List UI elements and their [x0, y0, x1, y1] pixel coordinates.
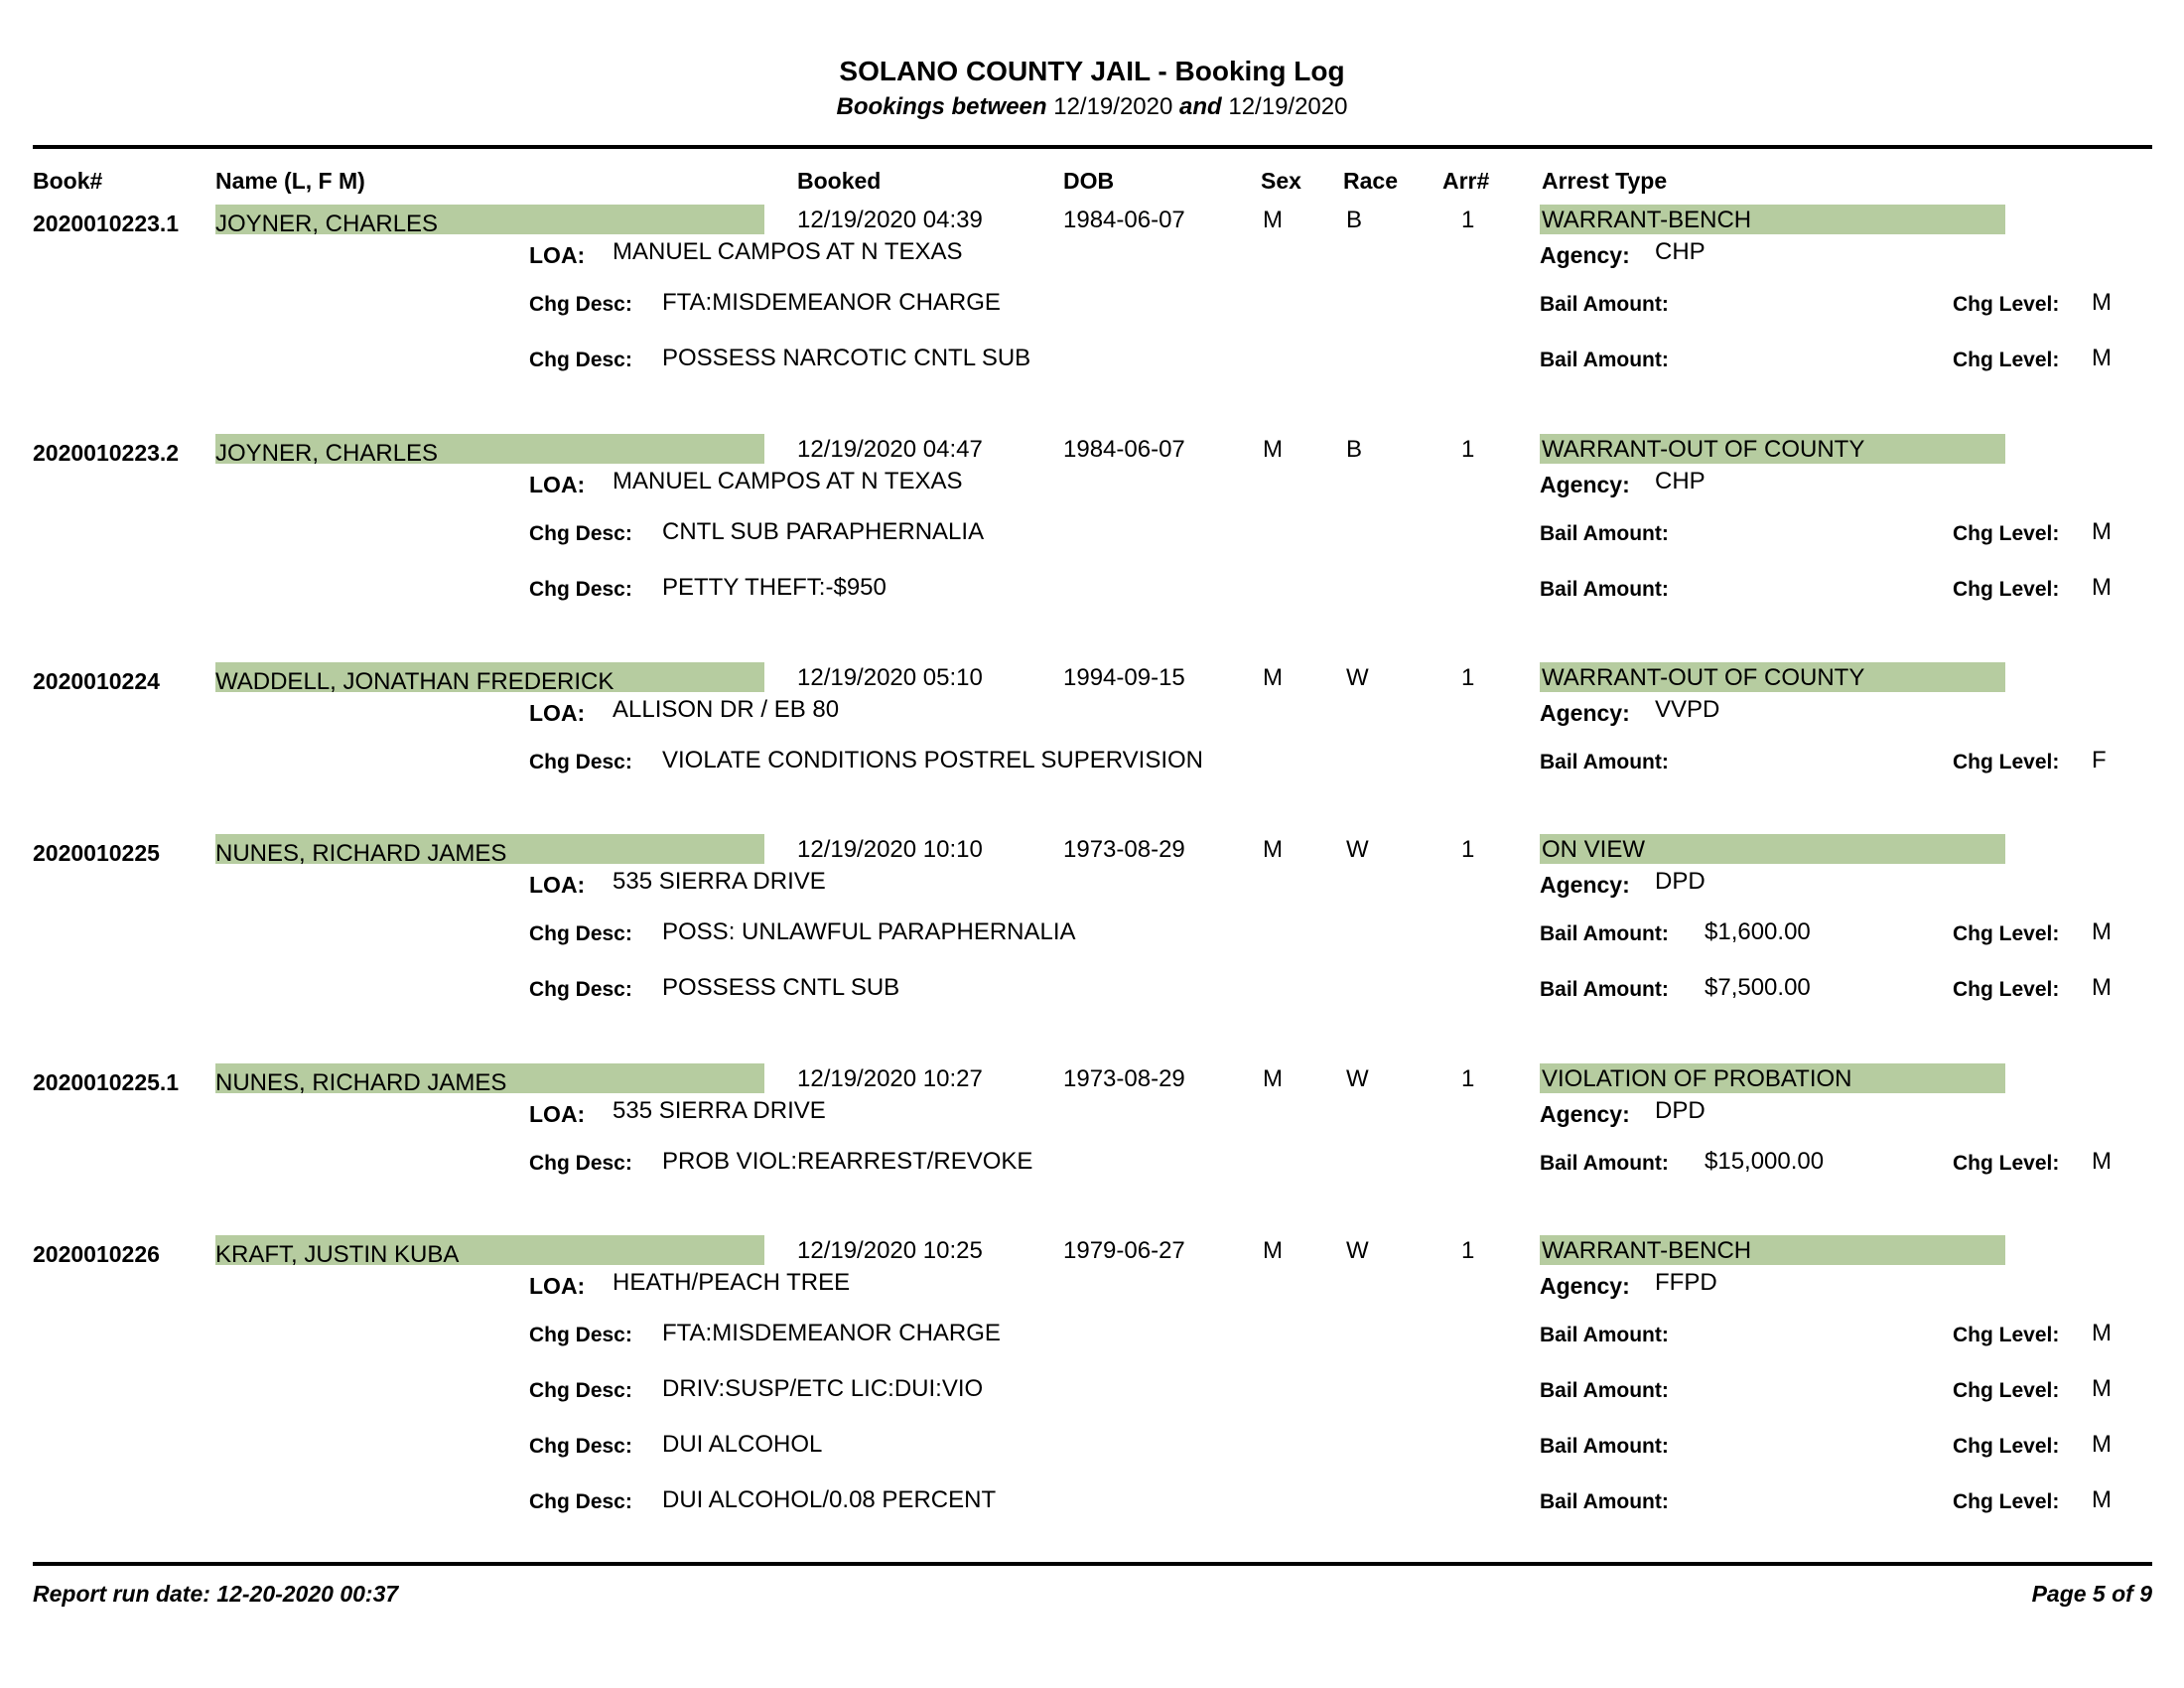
bail-amount-label: Bail Amount:	[1540, 922, 1669, 945]
charge-level-label: Chg Level:	[1953, 1490, 2060, 1513]
charge-level: M	[2092, 1486, 2112, 1513]
bail-amount: $15,000.00	[1705, 1148, 1825, 1175]
race: B	[1346, 436, 1363, 463]
charge-row	[0, 1148, 2184, 1188]
charge-row	[0, 747, 2184, 786]
charge-desc-label: Chg Desc:	[529, 978, 632, 1001]
sex: M	[1263, 436, 1283, 463]
charge-level: M	[2092, 1320, 2112, 1346]
book-number: 2020010223.2	[33, 440, 180, 466]
date-to: 12/19/2020	[1228, 93, 1348, 120]
charge-desc-label: Chg Desc:	[529, 293, 632, 316]
charge-level-label: Chg Level:	[1953, 1324, 2060, 1346]
date-of-birth: 1973-08-29	[1063, 1065, 1185, 1092]
charge-row	[0, 1375, 2184, 1415]
booked-datetime: 12/19/2020 10:27	[797, 1065, 983, 1092]
arrest-number: 1	[1461, 436, 1475, 463]
bail-amount-label: Bail Amount:	[1540, 293, 1669, 316]
charge-row	[0, 1320, 2184, 1359]
charge-level: M	[2092, 1431, 2112, 1458]
charge-level: M	[2092, 1148, 2112, 1175]
charge-level-label: Chg Level:	[1953, 522, 2060, 545]
col-header-book: Book#	[33, 168, 103, 194]
loa-label: LOA:	[529, 1101, 586, 1127]
arrest-type: VIOLATION OF PROBATION	[1542, 1065, 1852, 1092]
date-of-birth: 1984-06-07	[1063, 436, 1185, 463]
col-header-dob: DOB	[1063, 168, 1115, 194]
date-of-birth: 1973-08-29	[1063, 836, 1185, 863]
charge-description: DRIV:SUSP/ETC LIC:DUI:VIO	[662, 1375, 984, 1402]
charge-level: M	[2092, 345, 2112, 371]
charge-row	[0, 974, 2184, 1014]
charge-description: CNTL SUB PARAPHERNALIA	[662, 518, 985, 545]
inmate-name: JOYNER, CHARLES	[215, 211, 439, 237]
subtitle-prefix: Bookings between	[836, 93, 1047, 120]
subtitle-and: and	[1179, 93, 1222, 120]
bail-amount-label: Bail Amount:	[1540, 349, 1669, 371]
bail-amount-label: Bail Amount:	[1540, 1324, 1669, 1346]
book-number: 2020010226	[33, 1241, 160, 1267]
charge-description: FTA:MISDEMEANOR CHARGE	[662, 1320, 1001, 1346]
loa-location: MANUEL CAMPOS AT N TEXAS	[613, 238, 963, 265]
booking-record	[0, 834, 2184, 1033]
bail-amount: $1,600.00	[1705, 918, 1811, 945]
loa-label: LOA:	[529, 872, 586, 898]
loa-label: LOA:	[529, 472, 586, 497]
sex: M	[1263, 664, 1283, 691]
loa-location: 535 SIERRA DRIVE	[613, 1097, 826, 1124]
date-of-birth: 1979-06-27	[1063, 1237, 1185, 1264]
book-number: 2020010223.1	[33, 211, 180, 236]
charge-level-label: Chg Level:	[1953, 1152, 2060, 1175]
charge-desc-label: Chg Desc:	[529, 1435, 632, 1458]
header-rule	[33, 145, 2152, 149]
arrest-type: WARRANT-BENCH	[1542, 207, 1752, 233]
charge-description: POSSESS NARCOTIC CNTL SUB	[662, 345, 1031, 371]
arrest-type: WARRANT-OUT OF COUNTY	[1542, 436, 1865, 463]
loa-location: 535 SIERRA DRIVE	[613, 868, 826, 895]
book-number: 2020010225.1	[33, 1069, 180, 1095]
agency-label: Agency:	[1540, 1273, 1630, 1299]
date-from: 12/19/2020	[1053, 93, 1173, 120]
charge-level: M	[2092, 918, 2112, 945]
bail-amount-label: Bail Amount:	[1540, 1379, 1669, 1402]
booking-record	[0, 1063, 2184, 1262]
charge-level: M	[2092, 574, 2112, 601]
charge-description: DUI ALCOHOL	[662, 1431, 823, 1458]
race: W	[1346, 664, 1369, 691]
col-header-name: Name (L, F M)	[215, 168, 365, 194]
charge-row	[0, 1486, 2184, 1526]
charge-desc-label: Chg Desc:	[529, 349, 632, 371]
charge-row	[0, 345, 2184, 384]
charge-desc-label: Chg Desc:	[529, 922, 632, 945]
agency-name: CHP	[1655, 238, 1706, 265]
inmate-name: KRAFT, JUSTIN KUBA	[215, 1241, 460, 1268]
booking-record	[0, 1235, 2184, 1513]
bail-amount-label: Bail Amount:	[1540, 1152, 1669, 1175]
charge-row	[0, 1431, 2184, 1471]
agency-label: Agency:	[1540, 242, 1630, 268]
arrest-number: 1	[1461, 207, 1475, 233]
bail-amount: $7,500.00	[1705, 974, 1811, 1001]
charge-desc-label: Chg Desc:	[529, 522, 632, 545]
race: W	[1346, 1065, 1369, 1092]
race: B	[1346, 207, 1363, 233]
arrest-type: WARRANT-BENCH	[1542, 1237, 1752, 1264]
loa-location: ALLISON DR / EB 80	[613, 696, 840, 723]
booked-datetime: 12/19/2020 05:10	[797, 664, 983, 691]
bail-amount-label: Bail Amount:	[1540, 1435, 1669, 1458]
date-of-birth: 1994-09-15	[1063, 664, 1185, 691]
arrest-number: 1	[1461, 836, 1475, 863]
charge-desc-label: Chg Desc:	[529, 578, 632, 601]
booked-datetime: 12/19/2020 10:10	[797, 836, 983, 863]
charge-level-label: Chg Level:	[1953, 1379, 2060, 1402]
book-number: 2020010225	[33, 840, 160, 866]
arrest-type: ON VIEW	[1542, 836, 1646, 863]
charge-row	[0, 518, 2184, 558]
inmate-name: JOYNER, CHARLES	[215, 440, 439, 467]
loa-label: LOA:	[529, 700, 586, 726]
arrest-number: 1	[1461, 664, 1475, 691]
book-number: 2020010224	[33, 668, 160, 694]
col-header-arrest-type: Arrest Type	[1542, 168, 1668, 194]
charge-level-label: Chg Level:	[1953, 922, 2060, 945]
arrest-number: 1	[1461, 1237, 1475, 1264]
charge-level-label: Chg Level:	[1953, 578, 2060, 601]
bail-amount-label: Bail Amount:	[1540, 978, 1669, 1001]
agency-name: DPD	[1655, 1097, 1706, 1124]
bail-amount-label: Bail Amount:	[1540, 751, 1669, 774]
charge-row	[0, 289, 2184, 329]
charge-desc-label: Chg Desc:	[529, 1324, 632, 1346]
booking-record	[0, 205, 2184, 403]
col-header-booked: Booked	[797, 168, 882, 194]
charge-level-label: Chg Level:	[1953, 751, 2060, 774]
agency-name: DPD	[1655, 868, 1706, 895]
charge-level: M	[2092, 518, 2112, 545]
col-header-sex: Sex	[1261, 168, 1301, 194]
charge-description: VIOLATE CONDITIONS POSTREL SUPERVISION	[662, 747, 1204, 774]
sex: M	[1263, 836, 1283, 863]
race: W	[1346, 836, 1369, 863]
report-title: SOLANO COUNTY JAIL - Booking Log	[839, 56, 1345, 86]
sex: M	[1263, 1065, 1283, 1092]
bail-amount-label: Bail Amount:	[1540, 522, 1669, 545]
charge-desc-label: Chg Desc:	[529, 1379, 632, 1402]
loa-location: HEATH/PEACH TREE	[613, 1269, 851, 1296]
bail-amount-label: Bail Amount:	[1540, 1490, 1669, 1513]
charge-desc-label: Chg Desc:	[529, 1490, 632, 1513]
charge-description: PETTY THEFT:-$950	[662, 574, 887, 601]
race: W	[1346, 1237, 1369, 1264]
date-of-birth: 1984-06-07	[1063, 207, 1185, 233]
charge-level: M	[2092, 974, 2112, 1001]
col-header-race: Race	[1343, 168, 1398, 194]
bail-amount-label: Bail Amount:	[1540, 578, 1669, 601]
charge-level: M	[2092, 289, 2112, 316]
agency-label: Agency:	[1540, 700, 1630, 726]
charge-description: DUI ALCOHOL/0.08 PERCENT	[662, 1486, 997, 1513]
booked-datetime: 12/19/2020 04:39	[797, 207, 983, 233]
sex: M	[1263, 1237, 1283, 1264]
footer-rule	[33, 1562, 2152, 1566]
charge-level: M	[2092, 1375, 2112, 1402]
loa-location: MANUEL CAMPOS AT N TEXAS	[613, 468, 963, 494]
report-subtitle	[0, 93, 2184, 121]
charge-row	[0, 918, 2184, 958]
loa-label: LOA:	[529, 1273, 586, 1299]
booked-datetime: 12/19/2020 10:25	[797, 1237, 983, 1264]
agency-name: CHP	[1655, 468, 1706, 494]
booking-record	[0, 434, 2184, 633]
charge-description: FTA:MISDEMEANOR CHARGE	[662, 289, 1001, 316]
agency-name: FFPD	[1655, 1269, 1717, 1296]
charge-description: PROB VIOL:REARREST/REVOKE	[662, 1148, 1033, 1175]
agency-label: Agency:	[1540, 1101, 1630, 1127]
charge-level-label: Chg Level:	[1953, 293, 2060, 316]
arrest-number: 1	[1461, 1065, 1475, 1092]
charge-level-label: Chg Level:	[1953, 1435, 2060, 1458]
loa-label: LOA:	[529, 242, 586, 268]
charge-description: POSSESS CNTL SUB	[662, 974, 900, 1001]
inmate-name: WADDELL, JONATHAN FREDERICK	[215, 668, 614, 695]
charge-row	[0, 574, 2184, 614]
col-header-arr: Arr#	[1442, 168, 1490, 194]
page-number: Page 5 of 9	[2031, 1581, 2152, 1607]
agency-label: Agency:	[1540, 872, 1630, 898]
charge-level-label: Chg Level:	[1953, 978, 2060, 1001]
inmate-name: NUNES, RICHARD JAMES	[215, 1069, 507, 1096]
agency-label: Agency:	[1540, 472, 1630, 497]
charge-level: F	[2092, 747, 2107, 774]
report-run-date: Report run date: 12-20-2020 00:37	[33, 1581, 399, 1607]
charge-level-label: Chg Level:	[1953, 349, 2060, 371]
agency-name: VVPD	[1655, 696, 1720, 723]
charge-desc-label: Chg Desc:	[529, 1152, 632, 1175]
sex: M	[1263, 207, 1283, 233]
arrest-type: WARRANT-OUT OF COUNTY	[1542, 664, 1865, 691]
booking-record	[0, 662, 2184, 861]
inmate-name: NUNES, RICHARD JAMES	[215, 840, 507, 867]
charge-desc-label: Chg Desc:	[529, 751, 632, 774]
charge-description: POSS: UNLAWFUL PARAPHERNALIA	[662, 918, 1076, 945]
booked-datetime: 12/19/2020 04:47	[797, 436, 983, 463]
